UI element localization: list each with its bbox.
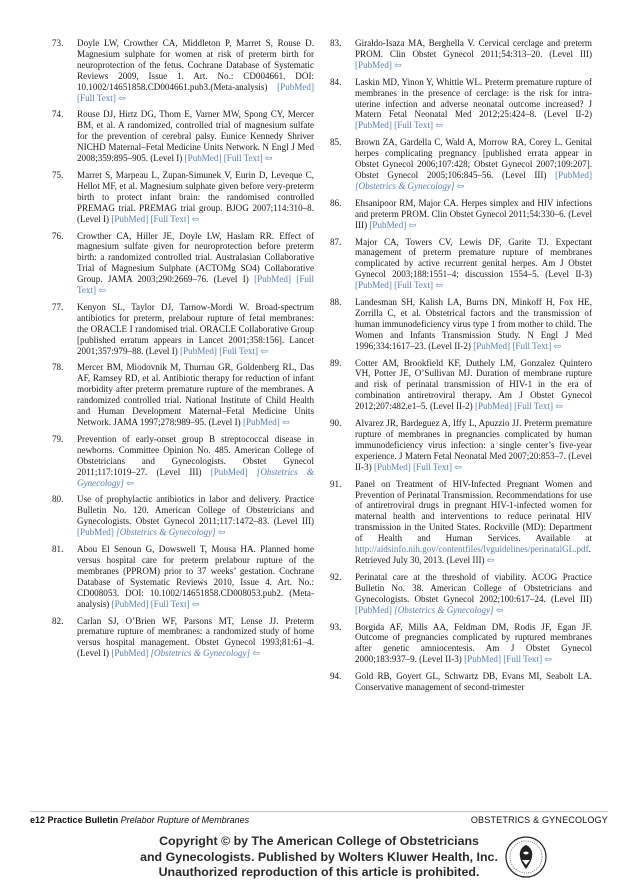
- reference-item: [52, 170, 314, 225]
- reference-item: [52, 362, 314, 427]
- page-number: e12: [30, 815, 46, 825]
- back-arrow-icon[interactable]: ⇦: [264, 153, 273, 164]
- back-arrow-icon[interactable]: ⇦: [191, 213, 200, 224]
- pubmed-link[interactable]: [PubMed]: [184, 153, 222, 164]
- back-arrow-icon[interactable]: ⇦: [456, 180, 465, 191]
- full-text-link[interactable]: [Full Text]: [150, 598, 190, 609]
- journal-link[interactable]: [Obstetrics & Gynecology]: [77, 466, 314, 488]
- reference-number: 83.: [330, 38, 342, 48]
- back-arrow-icon[interactable]: ⇦: [394, 59, 402, 70]
- reference-item: [330, 237, 592, 292]
- reference-text-tail: . Retrieved July 30, 2013. (Level III): [355, 544, 591, 565]
- reference-number: 82.: [52, 615, 64, 626]
- full-text-link[interactable]: [Full Text]: [503, 654, 543, 665]
- reference-text: Laskin MD, Yinon Y, Whittle WL. Preterm premature rupture of membranes in the presence of cerclage: is the risk for intra-uterine infection and adverse neonatal outcome increased? J Matern Fetal Neonatal Med 2012;25:424–8. (Level II-2): [355, 76, 592, 120]
- reference-text: Giraldo-Isaza MA, Berghella V. Cervical cerclage and preterm PROM. Clin Obstet Gynecol 2011;54:313–20. (Level III): [355, 38, 592, 59]
- back-arrow-icon[interactable]: ⇦: [435, 280, 443, 291]
- reference-text: Cotter AM, Brookfield KF, Duthely LM, Gonzalez Quintero VH, Potter JE, O’Sullivan MJ. Duration of membrane rupture and risk of perinatal transmission of HIV-1 in the era of combination antiretroviral therapy. Am J Obstet Gynecol 2012;207:482.e1–5. (Level II-2): [355, 357, 592, 412]
- reference-number: 78.: [52, 362, 64, 373]
- reference-text: Crowther CA, Hiller JE, Doyle LW, Haslam RR. Effect of magnesium sulfate given for neuroprotection before preterm birth: a randomized controlled trial. Australasian Collaborative Trial of Magnesium Sulphate (ACTOMg SO4) Collaborative Group. JAMA 2003;290:2669–76. (Level I): [77, 230, 314, 285]
- reference-item: [330, 622, 592, 666]
- reference-text: Abou El Senoun G, Dowswell T, Mousa HA. Planned home versus hospital care for preterm prelabour rupture of the membranes (PPROM) prior to 37 weeks’ gestation. Cochrane Database of Systematic Reviews 2010, Issue 4. Art. No.: CD008053. DOI: 10.1002/14651858.CD008053.pub2. (Meta-analysis): [77, 544, 314, 609]
- reference-item: [330, 418, 592, 473]
- reference-text: Kenyon SL, Taylor DJ, Tarnow-Mordi W. Broad-spectrum antibiotics for preterm, prelabour rupture of fetal membranes: the ORACLE I randomised trial. ORACLE Collaborative Group [published erratum appears in Lancet 2001;358:156]. Lancet 2001;357:979–88. (Level I): [77, 301, 314, 356]
- reference-item: [52, 38, 314, 103]
- back-arrow-icon[interactable]: ⇦: [544, 654, 553, 665]
- reference-item: [330, 198, 592, 231]
- reference-item: [52, 616, 314, 660]
- back-arrow-icon[interactable]: ⇦: [454, 461, 462, 472]
- reference-number: 87.: [330, 236, 342, 247]
- reference-number: 79.: [52, 433, 64, 444]
- full-text-link[interactable]: [Full Text]: [413, 461, 452, 472]
- pubmed-link[interactable]: [PubMed]: [180, 345, 217, 356]
- pubmed-link[interactable]: [PubMed]: [355, 59, 392, 70]
- reference-item: [52, 109, 314, 164]
- copyright-line-1: Copyright © by The American College of Obstetricians: [159, 834, 479, 848]
- back-arrow-icon[interactable]: ⇦: [260, 345, 268, 356]
- reference-text: Ehsanipoor RM, Major CA. Herpes simplex and HIV infections and preterm PROM. Clin Obstet Gynecol 2011;54:330–6. (Level III): [355, 197, 592, 230]
- reference-item: [330, 77, 592, 132]
- reference-number: 84.: [330, 76, 342, 87]
- reference-number: 80.: [52, 494, 64, 505]
- footer-title: Prelabor Rupture of Membranes: [120, 815, 250, 825]
- reference-text: Carlan SJ, O’Brien WF, Parsons MT, Lense JJ. Preterm premature rupture of membranes: a randomized study of home versus hospital management. Obstet Gynecol 1993;81:61–4. (Level I): [77, 615, 314, 659]
- back-arrow-icon[interactable]: ⇦: [553, 340, 562, 351]
- journal-link[interactable]: [Obstetrics & Gynecology]: [355, 180, 455, 191]
- reference-text: Use of prophylactic antibiotics in labor and delivery. Practice Bulletin No. 120. American College of Obstetricians and Gynecologists. Obstet Gynecol 2011;117:1472–83. (Level III): [77, 494, 314, 527]
- full-text-link[interactable]: [Full Text]: [223, 153, 263, 164]
- back-arrow-icon[interactable]: ⇦: [98, 285, 106, 296]
- references-right-column: [330, 38, 592, 699]
- pubmed-link[interactable]: [PubMed]: [473, 340, 511, 351]
- reference-number: 81.: [52, 544, 64, 555]
- reference-number: 75.: [52, 169, 64, 180]
- pubmed-link[interactable]: [PubMed]: [77, 527, 114, 538]
- back-arrow-icon[interactable]: ⇦: [252, 648, 260, 659]
- reference-item: [52, 544, 314, 609]
- back-arrow-icon[interactable]: ⇦: [118, 92, 126, 103]
- reference-url-link[interactable]: http://aidsinfo.nih.gov/contentfiles/lvguidelines/perinatalGL.pdf: [355, 544, 589, 555]
- reference-text: Rouse DJ, Hirtz DG, Thom E, Varner MW, Spong CY, Mercer BM, et al. A randomized, controlled trial of magnesium sulfate for the prevention of cerebral palsy. Eunice Kennedy Shriver NICHD Maternal–Fetal Medicine Units Network. N Engl J Med 2008;359:895–905. (Level I): [77, 109, 314, 164]
- reference-number: 90.: [330, 418, 342, 429]
- reference-text: Perinatal care at the threshold of viability. ACOG Practice Bulletin No. 38. American College of Obstetricians and Gynecologists. Obstet Gynecol 2002;100:617–24. (Level III): [355, 571, 592, 604]
- reference-text: Major CA, Towers CV, Lewis DF, Garite TJ. Expectant management of preterm premature rupture of membranes complicated by active recurrent genital herpes. Am J Obstet Gynecol 2003;188:1551–4; discussion 1554–5. (Level II-3): [355, 236, 592, 280]
- full-text-link[interactable]: [Full Text]: [150, 213, 190, 224]
- pubmed-link[interactable]: [PubMed]: [111, 598, 149, 609]
- reference-text: Brown ZA, Gardella C, Wald A, Morrow RA, Corey L. Genital herpes complicating pregnancy [published errata appear in Obstet Gynecol 2006;107:428; Obstet Gynecol 2007;109:207]. Obstet Gynecol 2005;106:845–56. (Level III): [355, 137, 592, 180]
- pubmed-link[interactable]: [PubMed]: [355, 280, 392, 291]
- full-text-link[interactable]: [Full Text]: [394, 280, 434, 291]
- reference-text: Mercer BM, Miodovnik M, Thurnau GR, Goldenberg RL, Das AF, Ramsey RD, et al. Antibiotic therapy for reduction of infant morbidity after preterm premature rupture of the membranes. A randomized controlled trial. National Institute of Child Health and Human Development Maternal–Fetal Medicine Units Network. JAMA 1997;278:989–95. (Level I): [77, 362, 314, 427]
- full-text-link[interactable]: [Full Text]: [77, 274, 314, 296]
- pubmed-link[interactable]: [PubMed]: [355, 120, 392, 131]
- full-text-link[interactable]: [Full Text]: [514, 401, 553, 412]
- pubmed-link[interactable]: [PubMed]: [464, 654, 501, 665]
- back-arrow-icon[interactable]: ⇦: [191, 598, 200, 609]
- reference-item: [330, 479, 592, 566]
- journal-link[interactable]: [Obstetrics & Gynecology]: [394, 604, 494, 615]
- reference-text: Marret S, Marpeau L, Zupan-Simunek V, Eurin D, Leveque C, Hellot MF, et al. Magnesium sulphate given before very-preterm birth to protect infant brain: the randomised controlled PREMAG trial. PREMAG trial group. BJOG 2007;114:310–8. (Level I): [77, 169, 314, 224]
- reference-item: [330, 358, 592, 413]
- reference-text: Panel on Treatment of HIV-Infected Pregnant Women and Prevention of Perinatal Transmission. Recommendations for use of antiretroviral drugs in pregnant HIV-1-infected women for maternal health and interventions to reduce perinatal HIV transmission in the United States. Rockville (MD): Department of Health and Human Services. Available at: [355, 478, 592, 544]
- reference-number: 88.: [330, 297, 342, 308]
- pubmed-link[interactable]: [PubMed]: [277, 81, 314, 92]
- references-left-column: [52, 38, 314, 665]
- reference-number: 89.: [330, 357, 342, 368]
- running-footer-left: [30, 815, 249, 825]
- full-text-link[interactable]: [Full Text]: [512, 340, 552, 351]
- reference-number: 77.: [52, 301, 64, 312]
- reference-number: 93.: [330, 621, 342, 632]
- pubmed-link[interactable]: [PubMed]: [373, 461, 411, 472]
- reference-number: 85.: [330, 137, 342, 148]
- full-text-link[interactable]: [Full Text]: [219, 345, 259, 356]
- pubmed-link[interactable]: [PubMed]: [355, 604, 392, 615]
- reference-text: Alvarez JR, Bardeguez A, Iffy L, Apuzzio JJ. Preterm premature rupture of membranes in pregnancies complicated by human immunodeficiency virus infection: a single center’s five-year experience. J Matern Fetal Neonatal Med 2007;20:853–7. (Level II-3): [355, 418, 592, 472]
- back-arrow-icon[interactable]: ⇦: [555, 401, 563, 412]
- back-arrow-icon[interactable]: ⇦: [486, 554, 495, 565]
- reference-text: Borgida AF, Mills AA, Feldman DM, Rodis JF, Egan JF. Outcome of pregnancies complicated by ruptured membranes after genetic amniocentesis. Am J Obstet Gynecol 2000;183:937–9. (Level II-3): [355, 621, 592, 665]
- back-arrow-icon[interactable]: ⇦: [495, 604, 504, 615]
- reference-item: [330, 572, 592, 616]
- reference-number: 86.: [330, 197, 342, 208]
- pubmed-link[interactable]: [PubMed]: [369, 219, 407, 230]
- reference-text: Doyle LW, Crowther CA, Middleton P, Marret S, Rouse D. Magnesium sulphate for women at risk of preterm birth for neuroprotection of the fetus. Cochrane Database of Systematic Reviews 2009, Issue 1. Art. No.: CD004661. DOI: 10.1002/14651858.CD004661.pub3.(Meta-analysis): [77, 38, 314, 92]
- journal-link[interactable]: [Obstetrics & Gynecology]: [150, 648, 251, 659]
- copyright-line-3: Unauthorized reproduction of this article is prohibited.: [158, 865, 480, 879]
- full-text-link[interactable]: [Full Text]: [394, 120, 434, 131]
- reference-item: [330, 38, 592, 71]
- reference-item: [330, 671, 592, 693]
- reference-number: 91.: [330, 478, 342, 489]
- back-arrow-icon[interactable]: ⇦: [408, 219, 417, 230]
- reference-number: 76.: [52, 230, 64, 241]
- reference-text: Prevention of early-onset group B streptococcal disease in newborns. Committee Opinion No. 485. American College of Obstetricians and Gynecologists. Obstet Gynecol 2011;117:1019–27. (Level III): [77, 433, 314, 477]
- reference-item: [330, 137, 592, 192]
- pubmed-link[interactable]: [PubMed]: [242, 417, 280, 427]
- footer-journal: OBSTETRICS & GYNECOLOGY: [470, 815, 608, 825]
- pubmed-link[interactable]: [PubMed]: [111, 648, 149, 659]
- pubmed-link[interactable]: [PubMed]: [254, 274, 291, 285]
- back-arrow-icon[interactable]: ⇦: [435, 120, 443, 131]
- reference-item: [330, 297, 592, 352]
- reference-item: [52, 231, 314, 296]
- pubmed-link[interactable]: [PubMed]: [474, 401, 512, 412]
- back-arrow-icon[interactable]: ⇦: [217, 527, 226, 538]
- reference-number: 74.: [52, 109, 64, 120]
- reference-number: 92.: [330, 571, 342, 582]
- back-arrow-icon[interactable]: ⇦: [282, 417, 290, 427]
- reference-text: Gold RB, Goyert GL, Schwartz DB, Evans MI, Seabolt LA. Conservative management of second-trimester: [355, 671, 592, 693]
- pubmed-link[interactable]: [PubMed]: [210, 466, 248, 477]
- back-arrow-icon[interactable]: ⇦: [126, 477, 134, 488]
- pubmed-link[interactable]: [PubMed]: [555, 169, 592, 180]
- reference-item: [52, 302, 314, 357]
- reference-item: [52, 434, 314, 489]
- journal-link[interactable]: [Obstetrics & Gynecology]: [116, 527, 216, 538]
- footer-series: Practice Bulletin: [47, 815, 119, 825]
- reference-number: 94.: [330, 671, 342, 682]
- reference-text: Landesman SH, Kalish LA, Burns DN, Minkoff H, Fox HE, Zorrilla C, et al. Obstetrical factors and the transmission of human immunodeficiency virus type 1 from mother to child. The Women and Infants Transmission Study. N Engl J Med 1996;334:1617–23. (Level II-2): [355, 297, 592, 351]
- copyright-line-2: and Gynecologists. Published by Wolters Kluwer Health, Inc.: [140, 849, 498, 864]
- footer-divider: [30, 811, 608, 812]
- acog-seal-icon: [504, 835, 548, 879]
- pubmed-link[interactable]: [PubMed]: [111, 213, 149, 224]
- reference-number: 73.: [52, 38, 64, 48]
- reference-item: [52, 494, 314, 538]
- full-text-link[interactable]: [Full Text]: [77, 92, 116, 103]
